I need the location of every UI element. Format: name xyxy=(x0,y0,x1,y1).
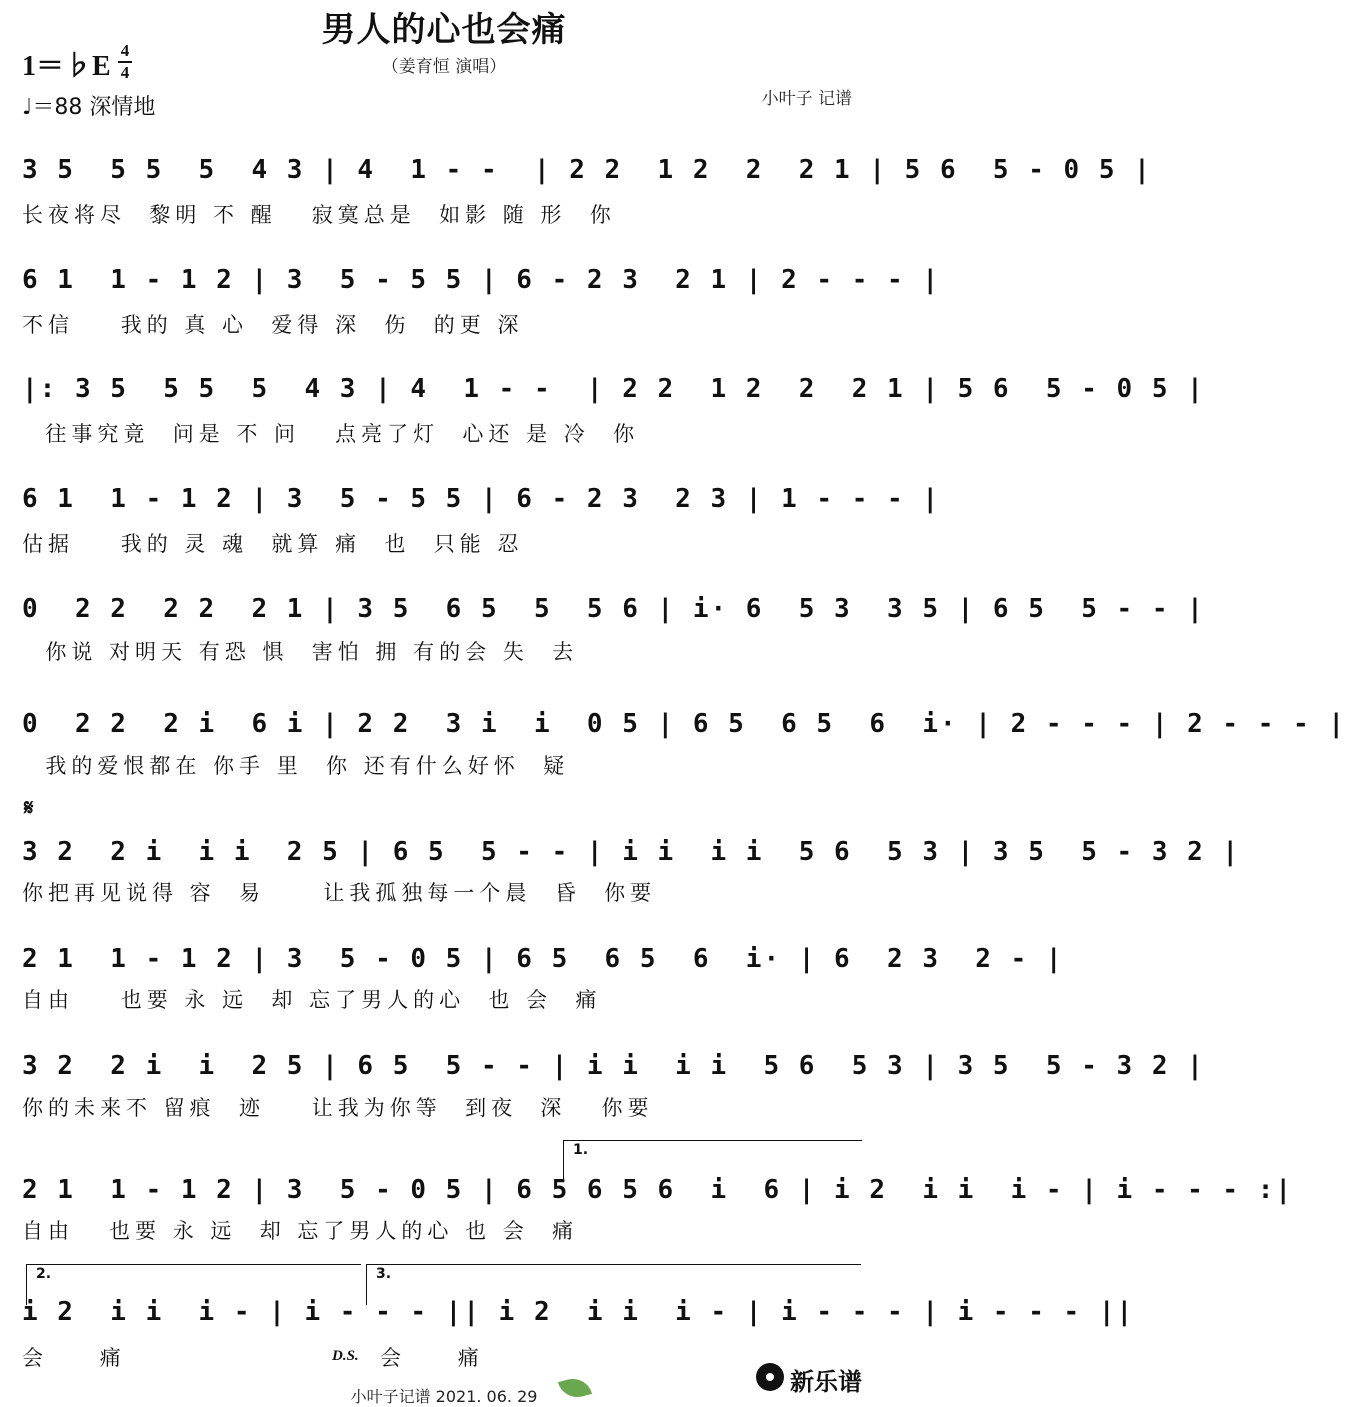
notation-row-4: 6 1 1 - 1 2 | 3 5 - 5 5 | 6 - 2 3 2 3 | 1 - - - | xyxy=(22,484,940,514)
lyrics-row-8: 自由 也要 永 远 却 忘了男人的心 也 会 痛 xyxy=(22,988,602,1012)
notation-row-5: 0 2 2 2 2 2 1 | 3 5 6 5 5 5 6 | i· 6 5 3 3 5 | 6 5 5 - - | xyxy=(22,594,1205,624)
segno-sign: 𝄋 xyxy=(24,796,34,821)
lyrics-row-9: 你的未来不 留痕 迹 让我为你等 到夜 深 你要 xyxy=(22,1096,654,1120)
lyrics-row-7: 你把再见说得 容 易 让我孤独每一个晨 昏 你要 xyxy=(22,881,657,905)
notation-row-6: 0 2 2 2 i 6 i | 2 2 3 i i 0 5 | 6 5 6 5 6 i· | 2 - - - | 2 - - - | xyxy=(22,709,1346,739)
record-disc-icon xyxy=(756,1363,784,1391)
time-signature-top: 4 xyxy=(120,41,130,60)
singer-credit: （姜育恒 演唱） xyxy=(381,57,507,77)
dal-segno-marking: D.S. xyxy=(332,1348,359,1364)
notation-row-3: |: 3 5 5 5 5 4 3 | 4 1 - - | 2 2 1 2 2 2 1 | 5 6 5 - 0 5 | xyxy=(22,374,1205,404)
site-logo xyxy=(756,1360,876,1396)
notation-row-7: 3 2 2 i i i 2 5 | 6 5 5 - - | i i i i 5 6 5 3 | 3 5 5 - 3 2 | xyxy=(22,837,1241,867)
key-signature: 1＝♭E xyxy=(22,51,111,82)
lyrics-row-4: 估据 我的 灵 魂 就算 痛 也 只能 忍 xyxy=(22,532,524,556)
third-ending-label: 3. xyxy=(376,1266,392,1282)
site-logo-text: 新乐谱 xyxy=(790,1368,862,1396)
second-ending-label: 2. xyxy=(36,1266,52,1282)
notation-row-11: i 2 i i i - | i - - - || i 2 i i i - | i - - - | i - - - || xyxy=(22,1297,1135,1327)
tempo-marking: ♩＝88 深情地 xyxy=(22,95,156,120)
time-signature-bottom: 4 xyxy=(120,63,130,82)
transcriber-credit: 小叶子 记谱 xyxy=(761,89,852,109)
song-title: 男人的心也会痛 xyxy=(321,10,567,50)
notation-row-2: 6 1 1 - 1 2 | 3 5 - 5 5 | 6 - 2 3 2 1 | 2 - - - | xyxy=(22,265,940,295)
lyrics-row-2: 不信 我的 真 心 爱得 深 伤 的更 深 xyxy=(22,313,524,337)
lyrics-row-10: 自由 也要 永 远 却 忘了男人的心 也 会 痛 xyxy=(22,1219,579,1243)
time-signature xyxy=(118,42,132,82)
second-ending-lyrics: 会 痛 xyxy=(22,1346,127,1370)
lyrics-row-6: 我的爱恨都在 你手 里 你 还有什么好怀 疑 xyxy=(22,754,570,778)
notation-row-8: 2 1 1 - 1 2 | 3 5 - 0 5 | 6 5 6 5 6 i· | 6 2 3 2 - | xyxy=(22,944,1064,974)
notation-row-9: 3 2 2 i i 2 5 | 6 5 5 - - | i i i i 5 6 5 3 | 3 5 5 - 3 2 | xyxy=(22,1051,1205,1081)
lyrics-row-1: 长夜将尽 黎明 不 醒 寂寞总是 如影 随 形 你 xyxy=(22,203,616,227)
first-ending-label: 1. xyxy=(573,1142,589,1158)
lyrics-row-3: 往事究竟 问是 不 问 点亮了灯 心还 是 冷 你 xyxy=(22,422,640,446)
notation-row-10: 2 1 1 - 1 2 | 3 5 - 0 5 | 6 5 6 5 6 i 6 | i 2 i i i - | i - - - :| xyxy=(22,1175,1294,1205)
footer-transcription-date: 小叶子记谱 2021. 06. 29 xyxy=(350,1387,538,1406)
notation-row-1: 3 5 5 5 5 4 3 | 4 1 - - | 2 2 1 2 2 2 1 | 5 6 5 - 0 5 | xyxy=(22,155,1152,185)
lyrics-row-5: 你说 对明天 有恐 惧 害怕 拥 有的会 失 去 xyxy=(22,640,579,664)
third-ending-lyrics: 会 痛 xyxy=(380,1346,485,1370)
